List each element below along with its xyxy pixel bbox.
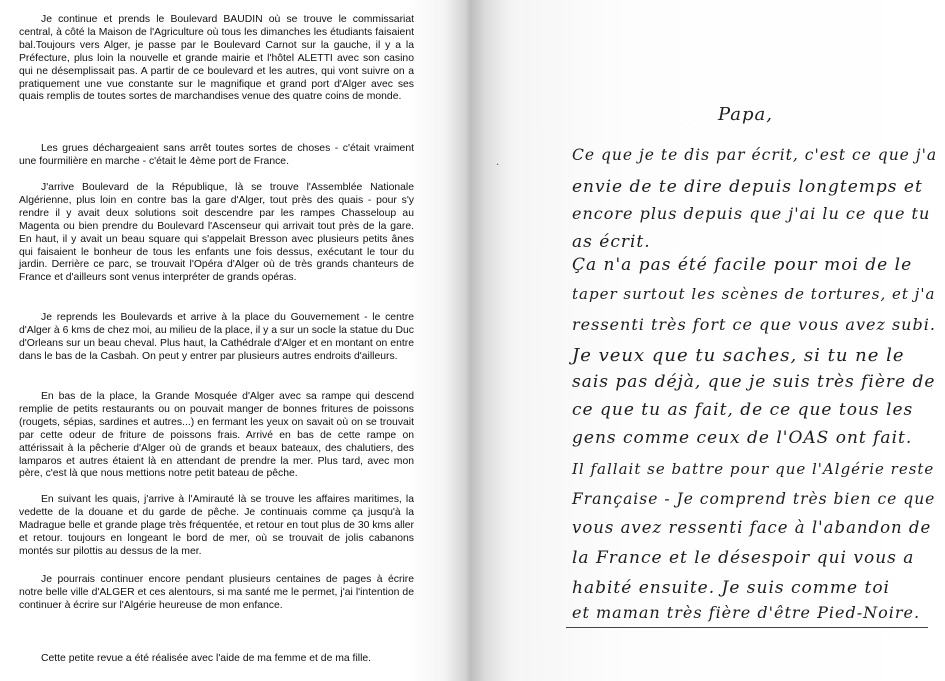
book-gutter bbox=[408, 0, 528, 681]
handwritten-line: Il fallait se battre pour que l'Algérie reste bbox=[572, 460, 935, 478]
handwritten-line: habité ensuite. Je suis comme toi bbox=[572, 578, 890, 598]
paragraph-1: Je continue et prends le Boulevard BAUDIN où se trouve le commissariat central, à côté la Maison de l'Agriculture où tous les dimanches les étudiants faisaient bal.Toujours vers Alger, je passe par le Boulevard Carnot sur la gauche, il y a la Préfecture, plus loin la nouvelle et grande mairie et l'hôtel ALETTI avec son casino qui ne désemplissait pas. A partir de ce boulevard et les autres, qui vont suivre on a pratiquement une vue constante sur le magnifique et grand port d'Alger avec ses quais remplis de toutes sortes de marchandises venue des quatre coins de monde. bbox=[19, 14, 414, 103]
handwritten-line: la France et le désespoir qui vous a bbox=[572, 548, 915, 568]
handwritten-line: Française - Je comprend très bien ce que bbox=[572, 490, 936, 508]
letter-salutation: Papa, bbox=[718, 104, 774, 125]
paragraph-5: En bas de la place, la Grande Mosquée d'Alger avec sa rampe qui descend remplie de petits restaurants ou on pouvait manger de bonnes fritures de poissons (rougets, sépias, sardines et autres...) en fermant les yeux on savait où on se trouvait par cette odeur de friture de poissons frais. Arrivé en bas de cette rampe on attérissait à la pêcherie d'Alger où de grands et beaux bateaux, des chalutiers, des lamparos et autres étaient là en attendant de prendre la mer. Plus tard, avec mon père, c'est là que nous mettions notre petit bateau de pêche. bbox=[19, 391, 414, 480]
handwritten-line: Ce que je te dis par écrit, c'est ce que j'a bbox=[572, 146, 938, 164]
handwritten-line: ce que tu as fait, de ce que tous les bbox=[572, 400, 914, 420]
handwritten-line: sais pas déjà, que je suis très fière de bbox=[572, 372, 936, 392]
paragraph-4: Je reprends les Boulevards et arrive à la place du Gouvernement - le centre d'Alger à 6 kms de chez moi, au milieu de la place, il y a sur un socle la statue du Duc d'Orleans sur un beau cheval. Plus haut, la Cathédrale d'Alger et en montant on entre dans le bas de la Casbah. On peut y entrer par plusieurs autres endroits d'ailleurs. bbox=[19, 312, 414, 362]
handwritten-line: ressenti très fort ce que vous avez subi. bbox=[572, 315, 936, 334]
paragraph-6: En suivant les quais, j'arrive à l'Amirauté là se trouve les affaires maritimes, la vedette de la douane et du garde de pêche. Je continuais comme ça jusqu'à la Madrague belle et grande plage très fréquentée, et retour en tout plus de 30 kms aller et retour. toujours en longeant le bord de mer, où se trouvait de jolis cabanons montés sur pilottis au dessus de la mer. bbox=[19, 494, 414, 557]
handwritten-line: encore plus depuis que j'ai lu ce que tu bbox=[572, 204, 931, 223]
handwritten-line: envie de te dire depuis longtemps et bbox=[572, 177, 923, 197]
signature-rule bbox=[566, 627, 928, 628]
paragraph-7: Je pourrais continuer encore pendant plusieurs centaines de pages à écrire notre belle ville d'ALGER et ces alentours, si ma santé me le permet, j'ai l'intention de continuer à écrire sur l'Algérie heureuse de mon enfance. bbox=[19, 574, 414, 611]
handwritten-line: et maman très fière d'être Pied-Noire. bbox=[572, 603, 921, 622]
handwritten-line: as écrit. bbox=[572, 232, 651, 252]
handwritten-line: Je veux que tu saches, si tu ne le bbox=[572, 345, 905, 366]
handwritten-line: Ça n'a pas été facile pour moi de le bbox=[572, 255, 913, 275]
page-footer: Cette petite revue a été réalisée avec l'aide de ma femme et de ma fille. bbox=[41, 653, 372, 664]
paragraph-2: Les grues déchargeaient sans arrêt toutes sortes de choses - c'était vraiment une fourmilière en marche - c'était le 4ème port de France. bbox=[19, 143, 414, 167]
handwritten-line: taper surtout les scènes de tortures, et j'a bbox=[572, 285, 936, 303]
stray-mark: · bbox=[496, 160, 500, 171]
handwritten-line: vous avez ressenti face à l'abandon de bbox=[572, 518, 932, 537]
paragraph-3: J'arrive Boulevard de la République, là se trouve l'Assemblée Nationale Algérienne, plus loin en contre bas la gare d'Alger, tout près des quais - pour s'y rendre il y avait deux solutions soit descendre par les rampes Chasseloup au Magenta ou bien prendre du Boulevard l'Ascenseur qui arrivait tout près de la gare. En haut, il y avait un beau square qui s'appelait Bresson avec plusieurs petits ânes qui faisaient le bonheur de tous les enfants une fois dessus, exécutant le tour du jardin. Derrière ce parc, se trouvait l'Opéra d'Alger où de très grands chanteurs de France et d'ailleurs sont venus interpréter de grands opéras. bbox=[19, 182, 414, 284]
handwritten-line: gens comme ceux de l'OAS ont fait. bbox=[572, 428, 913, 448]
